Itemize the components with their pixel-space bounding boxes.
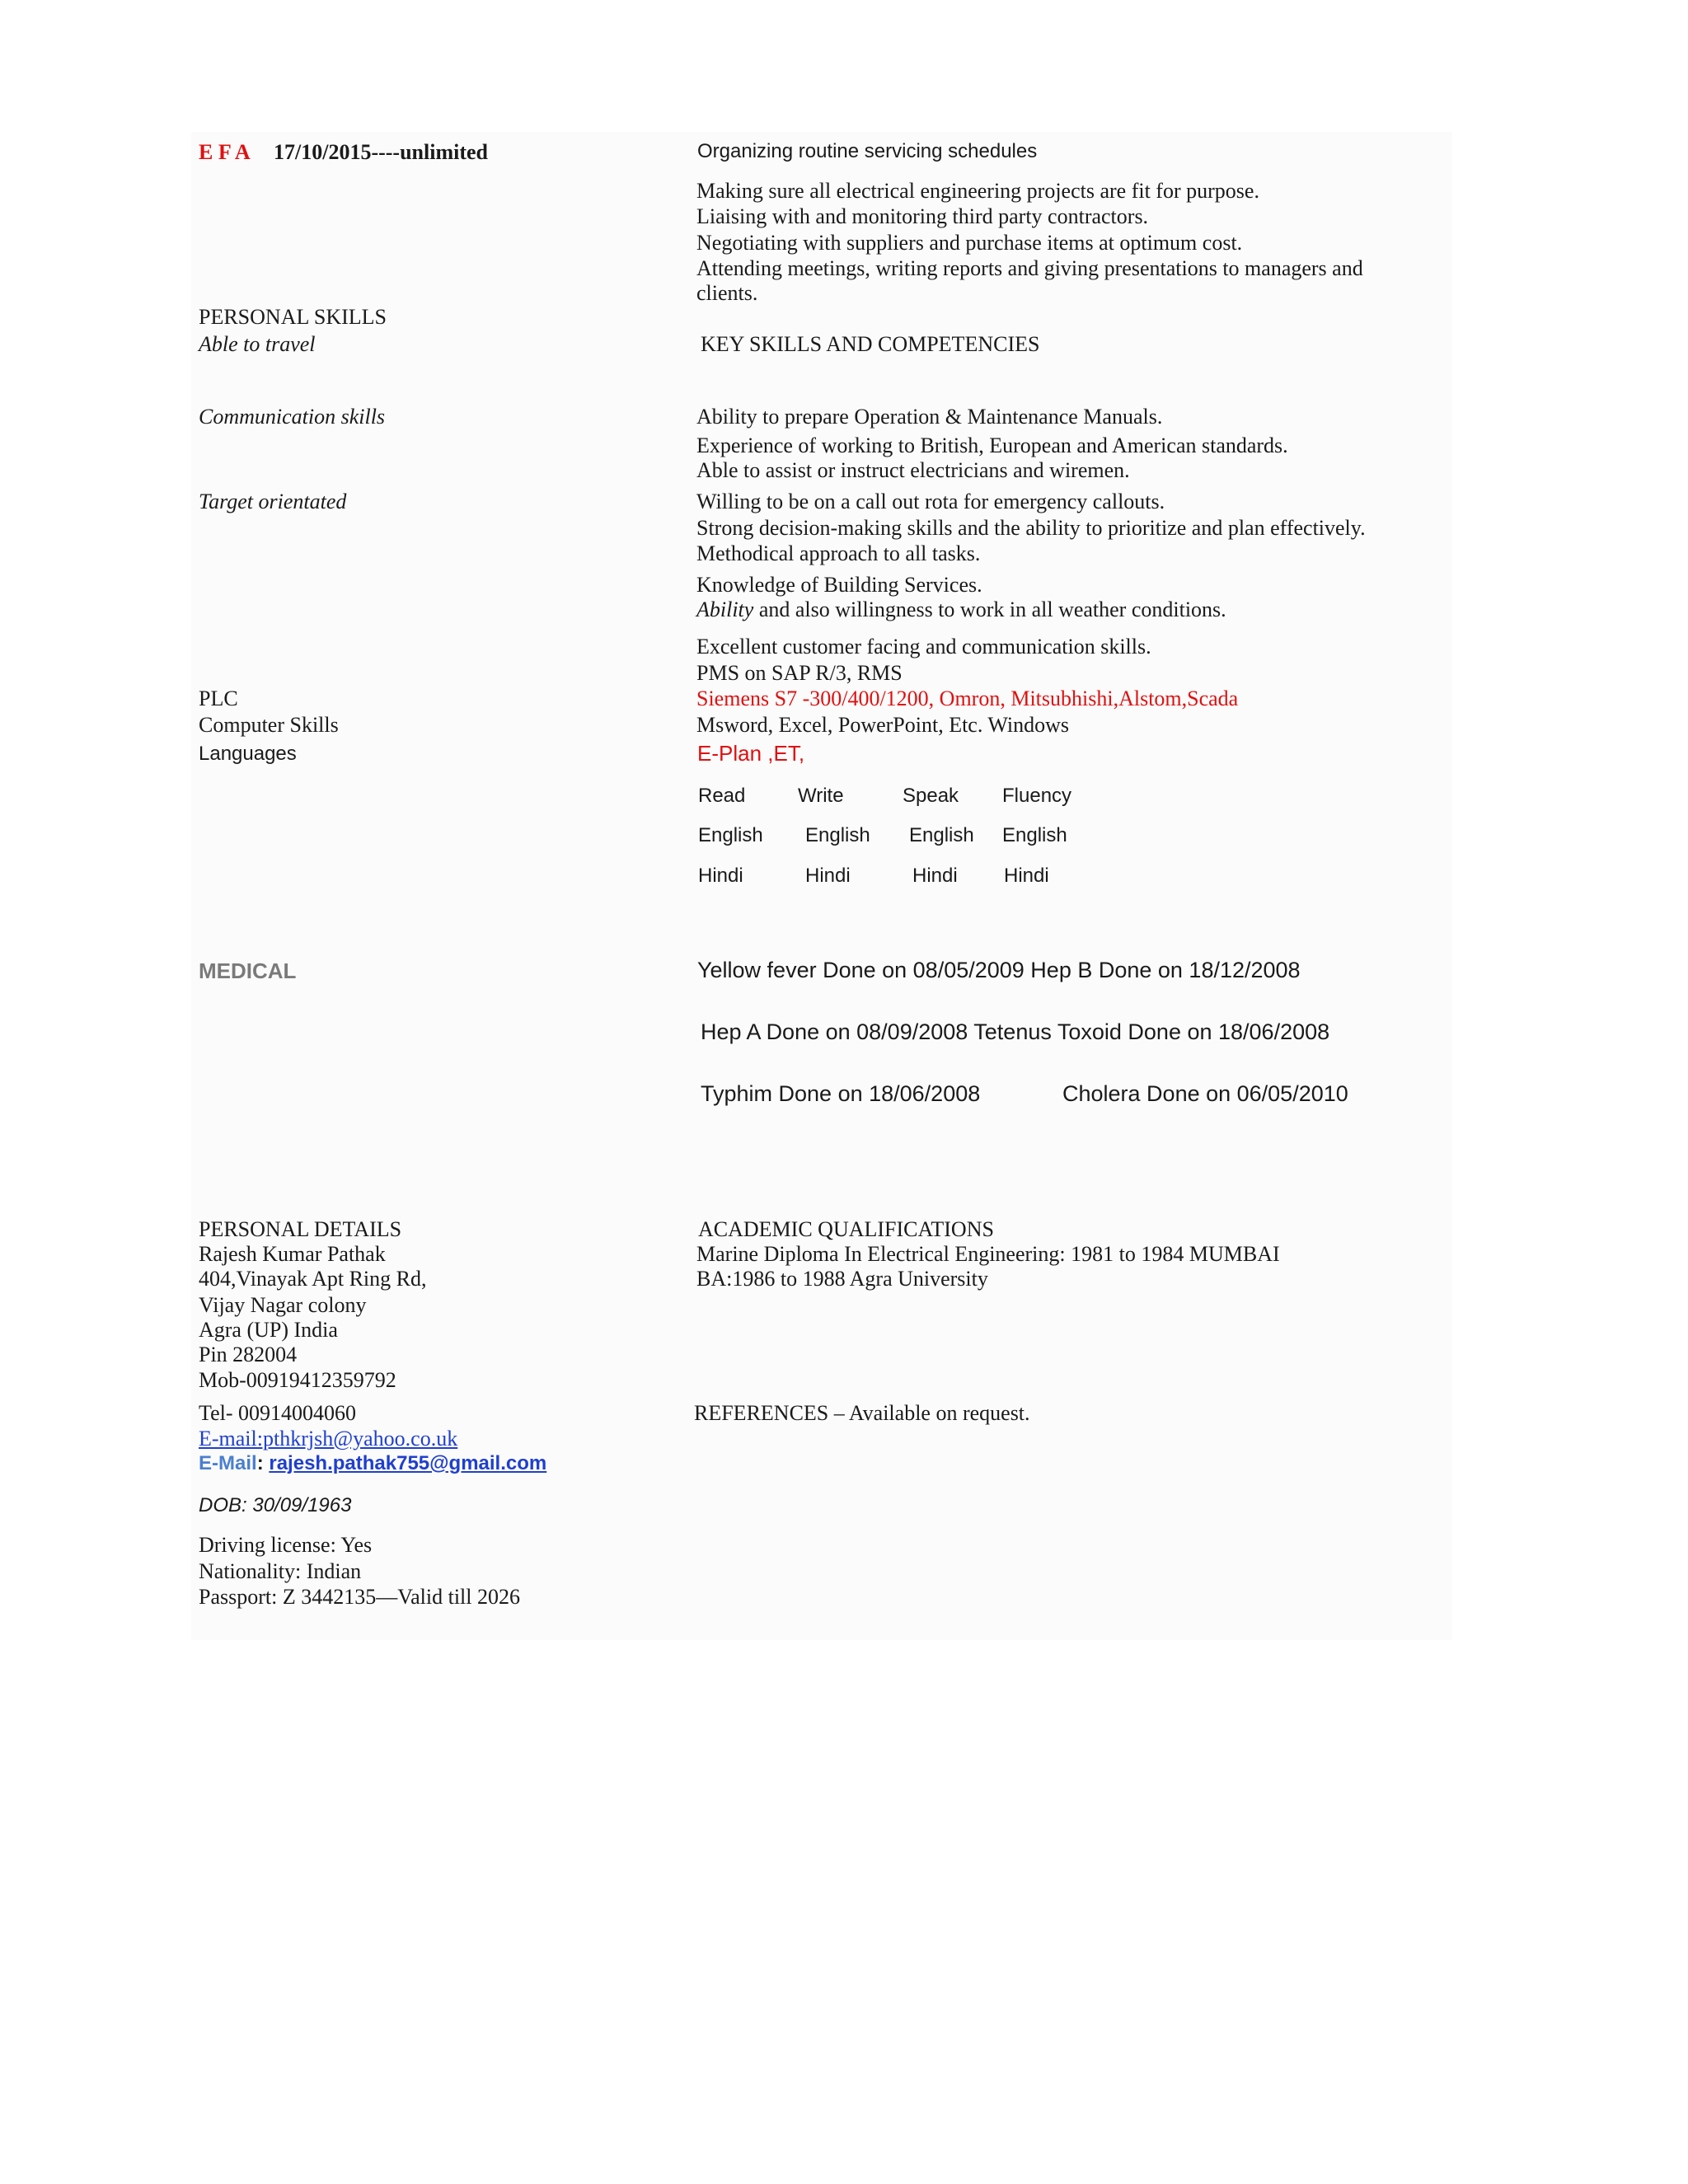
personal-details-heading: PERSONAL DETAILS — [199, 1217, 402, 1241]
key-skill: Excellent customer facing and communication skills. — [696, 635, 1151, 658]
computer-label: Computer Skills — [199, 713, 339, 737]
email-colon: : — [256, 1452, 264, 1474]
personal-detail-line: Rajesh Kumar Pathak — [199, 1242, 386, 1266]
personal-skill: Able to travel — [199, 332, 316, 356]
efa-validity: 17/10/2015----unlimited — [274, 140, 488, 164]
duty-top: Organizing routine servicing schedules — [697, 140, 1038, 162]
personal-detail-line: Mob-00919412359792 — [199, 1368, 396, 1392]
lang-cell: Hindi — [698, 865, 743, 887]
personal-detail-line: Pin 282004 — [199, 1343, 298, 1366]
key-skill: Strong decision-making skills and the ability to prioritize and plan effectively. — [696, 516, 1366, 540]
lang-col-header: Speak — [903, 785, 959, 807]
lang-cell: English — [909, 824, 974, 846]
duty-line: Making sure all electrical engineering projects are fit for purpose. — [696, 179, 1259, 203]
computer-value: Msword, Excel, PowerPoint, Etc. Windows — [696, 713, 1069, 737]
duty-line: Liaising with and monitoring third party contractors. — [696, 204, 1149, 228]
key-skill: Methodical approach to all tasks. — [696, 541, 981, 565]
plc-value: Siemens S7 -300/400/1200, Omron, Mitsubhishi,Alstom,Scada — [696, 687, 1239, 710]
plc-label: PLC — [199, 687, 238, 710]
lang-cell: Hindi — [805, 865, 851, 887]
email-gmail-row — [199, 1454, 546, 1474]
duty-line: Negotiating with suppliers and purchase items at optimum cost. — [696, 231, 1243, 255]
academic-heading: ACADEMIC QUALIFICATIONS — [698, 1217, 994, 1241]
key-skills-heading: KEY SKILLS AND COMPETENCIES — [701, 332, 1040, 356]
medical-typhim: Typhim Done on 18/06/2008 — [701, 1081, 981, 1106]
lang-col-header: Read — [698, 785, 746, 807]
lang-cell: Hindi — [1004, 865, 1049, 887]
lang-cell: Hindi — [912, 865, 958, 887]
email-link-yahoo[interactable]: E-mail:pthkrjsh@yahoo.co.uk — [199, 1427, 458, 1451]
academic-line: Marine Diploma In Electrical Engineering: 1981 to 1984 MUMBAI — [696, 1242, 1280, 1266]
references: REFERENCES – Available on request. — [694, 1401, 1030, 1425]
email-label: E-Mail — [199, 1452, 257, 1474]
driving-license: Driving license: Yes — [199, 1533, 373, 1557]
lang-col-header: Fluency — [1002, 785, 1072, 807]
personal-skill: Target orientated — [199, 490, 347, 513]
ability-word: Ability — [696, 598, 754, 621]
key-skill: Knowledge of Building Services. — [696, 573, 982, 597]
key-skill-weather — [696, 599, 1226, 621]
academic-line: BA:1986 to 1988 Agra University — [696, 1267, 988, 1291]
key-skill: PMS on SAP R/3, RMS — [696, 661, 903, 685]
languages-label: Languages — [199, 743, 297, 765]
lang-cell: English — [1002, 824, 1067, 846]
efa-label: E F A — [199, 140, 251, 164]
key-skill: Able to assist or instruct electricians and wiremen. — [696, 458, 1130, 482]
lang-col-header: Write — [798, 785, 844, 807]
medical-line: Yellow fever Done on 08/05/2009 Hep B Done on 18/12/2008 — [697, 958, 1301, 982]
passport: Passport: Z 3442135—Valid till 2026 — [199, 1585, 520, 1609]
medical-cholera: Cholera Done on 06/05/2010 — [1062, 1081, 1348, 1106]
key-skill: Willing to be on a call out rota for emergency callouts. — [696, 490, 1165, 513]
personal-detail-line: 404,Vinayak Apt Ring Rd, — [199, 1267, 427, 1291]
duty-line: Attending meetings, writing reports and giving presentations to managers and — [696, 256, 1363, 280]
lang-cell: English — [805, 824, 870, 846]
personal-detail-line: Vijay Nagar colony — [199, 1293, 367, 1317]
dob: DOB: 30/09/1963 — [199, 1494, 352, 1516]
tel: Tel- 00914004060 — [199, 1401, 356, 1425]
key-skill-weather-text: and also willingness to work in all weather conditions. — [758, 598, 1226, 621]
medical-line: Hep A Done on 08/09/2008 Tetenus Toxoid Done on 18/06/2008 — [701, 1019, 1330, 1044]
personal-skill: Communication skills — [199, 405, 386, 429]
duty-line: clients. — [696, 281, 758, 305]
nationality: Nationality: Indian — [199, 1559, 362, 1583]
email-link-gmail[interactable]: rajesh.pathak755@gmail.com — [269, 1452, 547, 1474]
personal-detail-line: Agra (UP) India — [199, 1318, 338, 1342]
languages-value: E-Plan ,ET, — [697, 741, 805, 766]
personal-skills-heading: PERSONAL SKILLS — [199, 305, 387, 329]
medical-label: MEDICAL — [199, 958, 297, 983]
key-skill: Ability to prepare Operation & Maintenance Manuals. — [696, 405, 1163, 429]
lang-cell: English — [698, 824, 763, 846]
key-skill: Experience of working to British, European and American standards. — [696, 434, 1288, 457]
